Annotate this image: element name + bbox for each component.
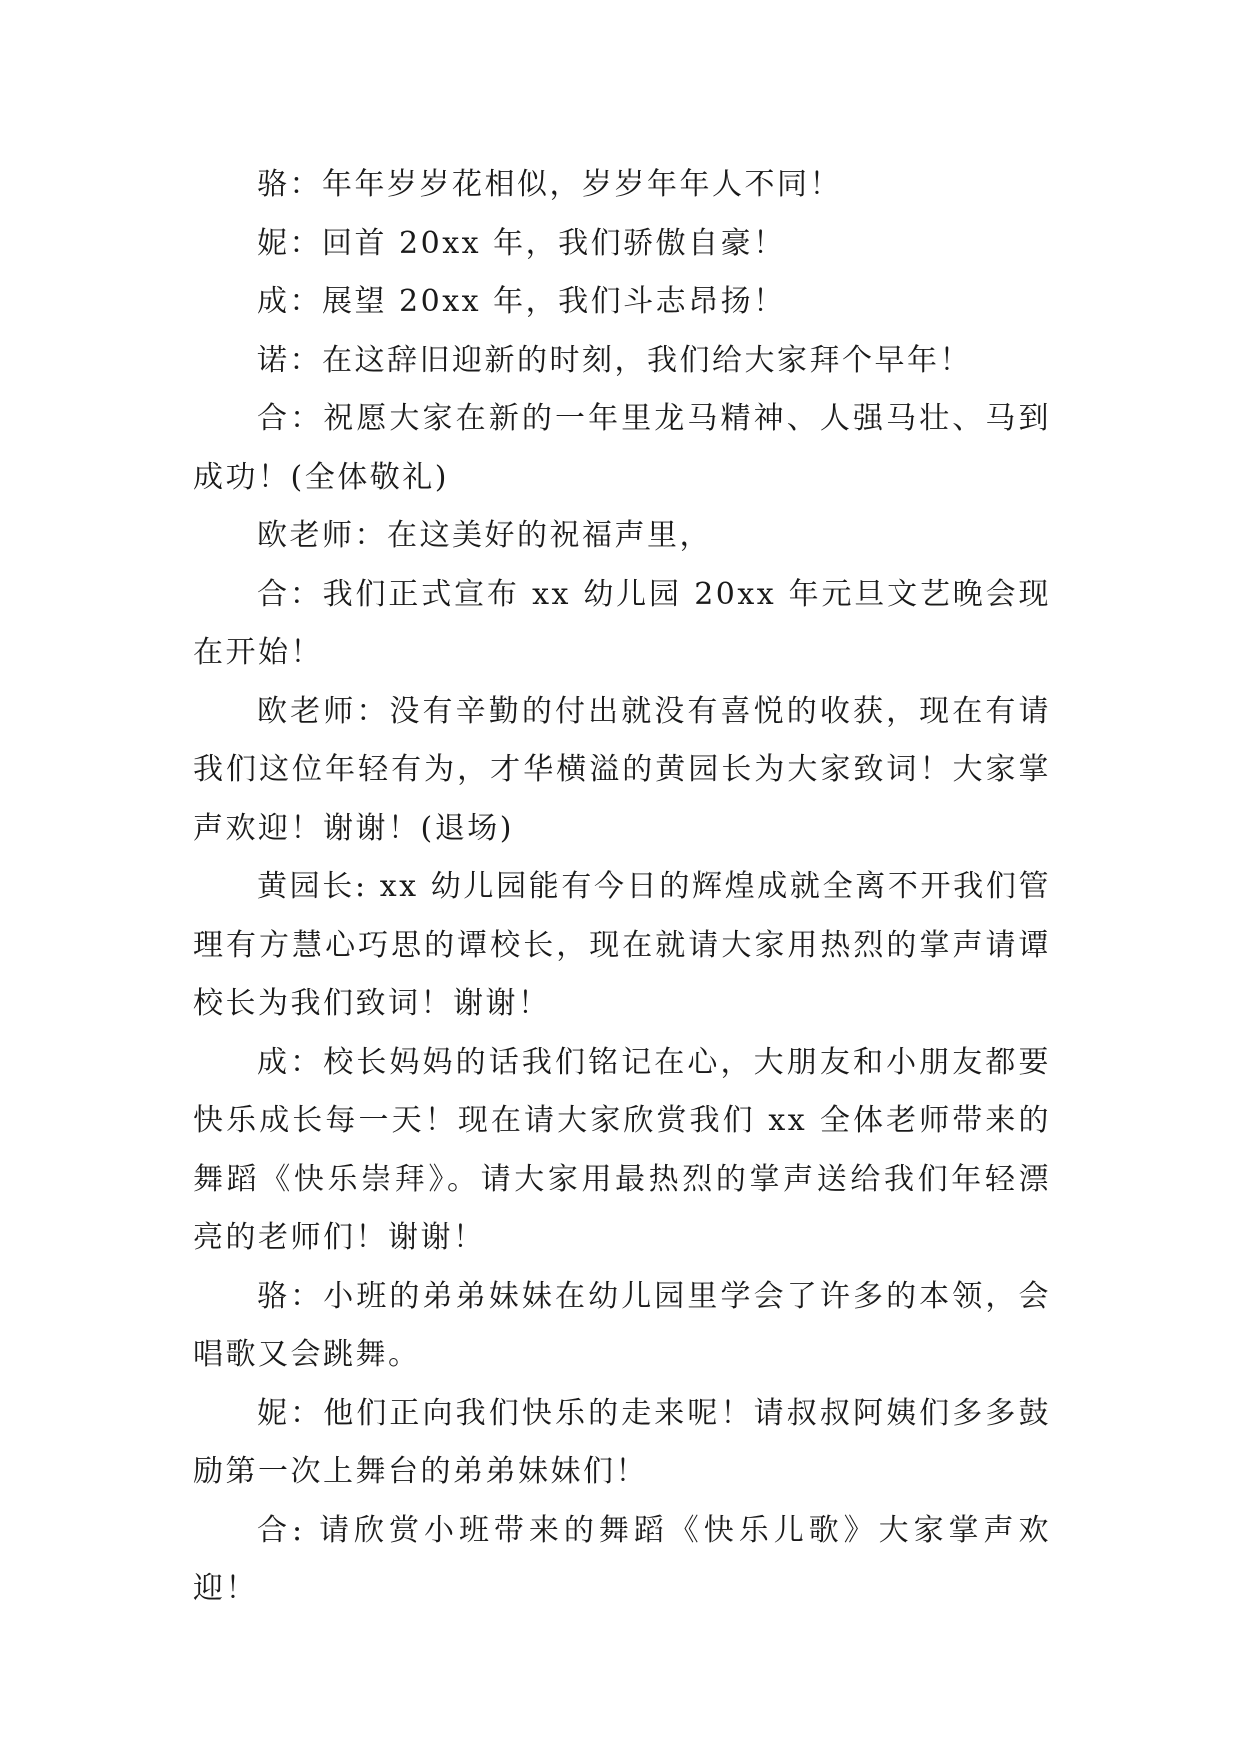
paragraph-13: 合: 请欣赏小班带来的舞蹈《快乐儿歌》大家掌声欢迎！ [193,1512,1051,1606]
paragraph-5: 合：祝愿大家在新的一年里龙马精神、人强马壮、马到成功！(全体敬礼) [193,401,1051,495]
paragraph-12: 妮：他们正向我们快乐的走来呢！请叔叔阿姨们多多鼓励第一次上舞台的弟弟妹妹们！ [193,1395,1051,1489]
paragraph-6: 欧老师：在这美好的祝福声里， [257,518,712,553]
paragraph-9: 黄园长: xx 幼儿园能有今日的辉煌成就全离不开我们管理有方慧心巧思的谭校长，现在就请大家用热烈的掌声请谭校长为我们致词！谢谢！ [193,869,1051,1021]
paragraph-2: 妮：回首 20xx 年，我们骄傲自豪！ [257,225,786,261]
paragraph-10: 成：校长妈妈的话我们铭记在心，大朋友和小朋友都要快乐成长每一天！现在请大家欣赏我们 xx 全体老师带来的舞蹈《快乐崇拜》。请大家用最热烈的掌声送给我们年轻漂亮的老师们！谢谢！ [193,1044,1051,1255]
paragraph-1: 骆：年年岁岁花相似，岁岁年年人不同！ [257,167,842,202]
paragraph-8: 欧老师：没有辛勤的付出就没有喜悦的收获，现在有请我们这位年轻有为，才华横溢的黄园长为大家致词！大家掌声欢迎！谢谢！(退场) [193,693,1051,846]
paragraph-11: 骆：小班的弟弟妹妹在幼儿园里学会了许多的本领，会唱歌又会跳舞。 [193,1278,1051,1372]
document-body [193,156,1051,1619]
paragraph-7: 合：我们正式宣布 xx 幼儿园 20xx 年元旦文艺晚会现在开始！ [193,576,1051,670]
paragraph-3: 成：展望 20xx 年，我们斗志昂扬！ [257,284,786,319]
paragraph-4: 诺：在这辞旧迎新的时刻，我们给大家拜个早年！ [257,342,972,378]
